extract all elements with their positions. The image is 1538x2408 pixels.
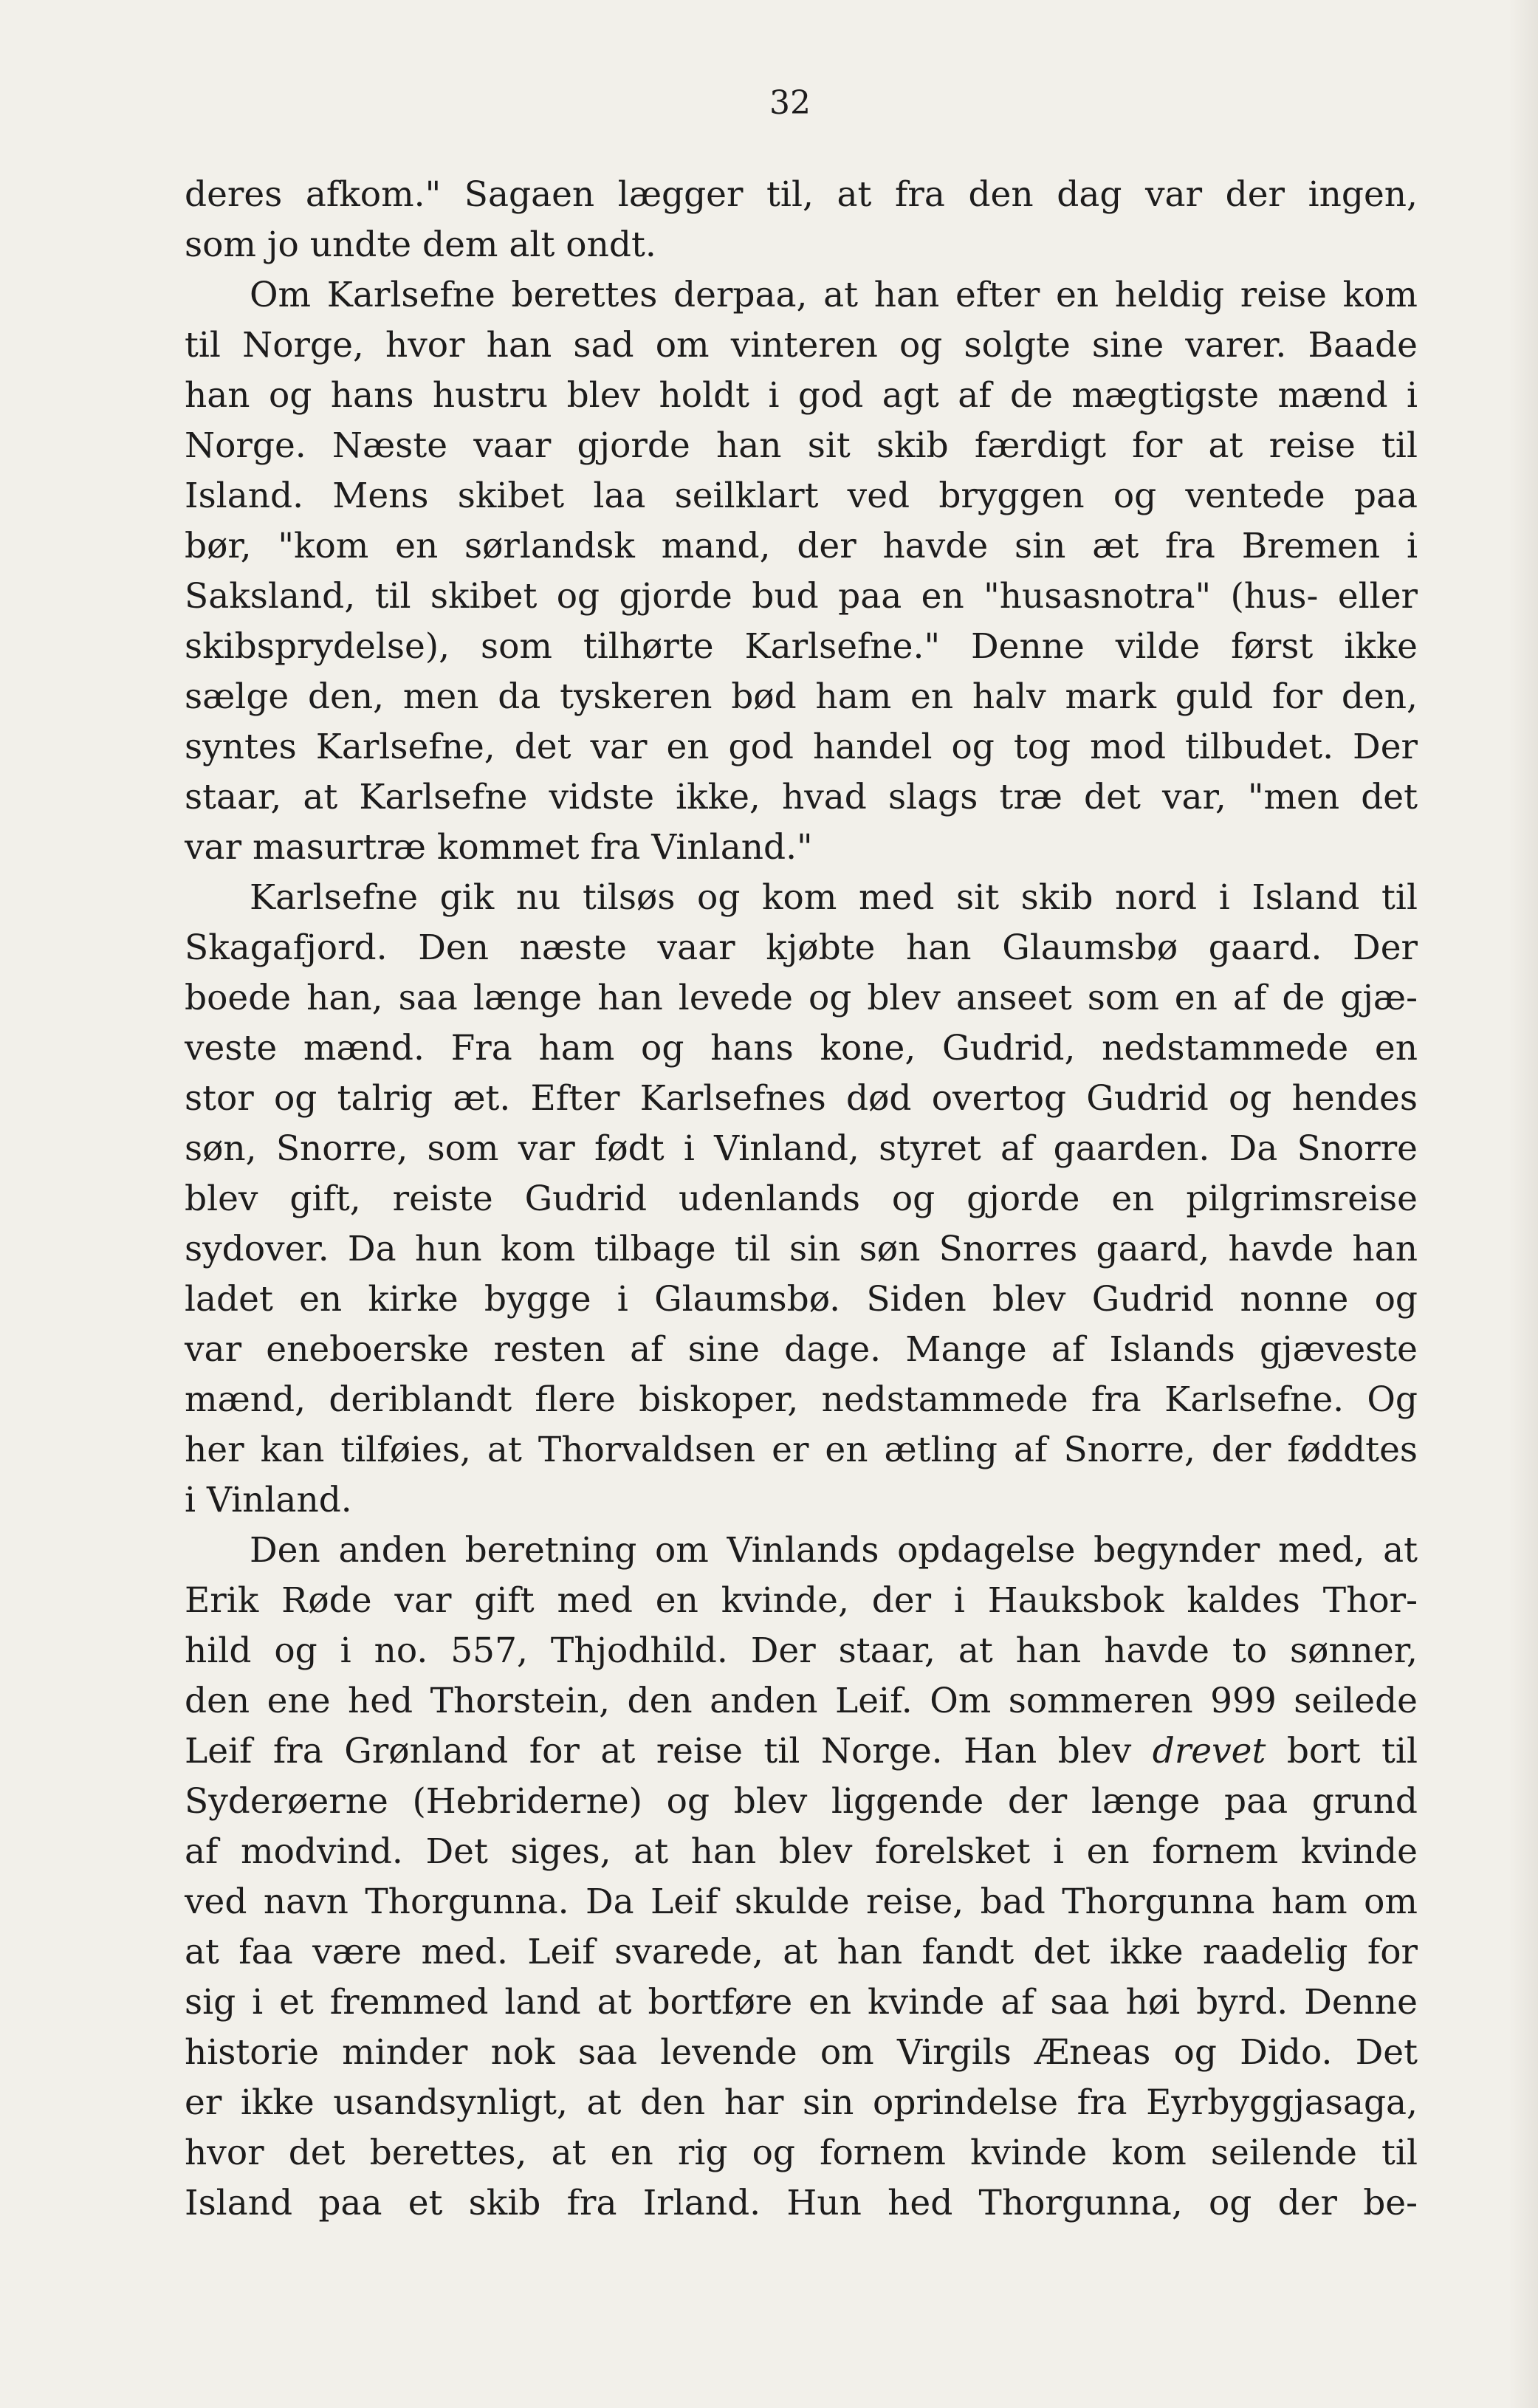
text-line: var masurtræ kommet fra Vinland." <box>185 827 813 868</box>
italic-word: drevet <box>1152 1731 1266 1771</box>
text-line: hild og i no. 557, Thjodhild. Der staar, at han havde to sønner, <box>185 1630 1418 1671</box>
text-line: her kan tilføies, at Thorvaldsen er en ætling af Snorre, der føddtes <box>185 1430 1418 1470</box>
text-line: boede han, saa længe han levede og blev anseet som en af de gjæ- <box>185 978 1418 1018</box>
text-line: bør, "kom en sørlandsk mand, der havde sin æt fra Bremen i <box>185 526 1418 566</box>
text-segment: bort til <box>1286 1731 1418 1771</box>
text-line: Skagafjord. Den næste vaar kjøbte han Glaumsbø gaard. Der <box>185 927 1418 968</box>
text-line: til Norge, hvor han sad om vinteren og solgte sine varer. Baade <box>185 325 1418 366</box>
text-line: Erik Røde var gift med en kvinde, der i Hauksbok kaldes Thor- <box>185 1580 1418 1621</box>
text-line: Island paa et skib fra Irland. Hun hed Thorgunna, og der be- <box>185 2183 1418 2223</box>
text-line: søn, Snorre, som var født i Vinland, styret af gaarden. Da Snorre <box>185 1128 1418 1169</box>
text-line-with-italic <box>185 1726 1418 1777</box>
text-line: den ene hed Thorstein, den anden Leif. Om sommeren 999 seilede <box>185 1681 1418 1721</box>
text-line: historie minder nok saa levende om Virgils Æneas og Dido. Det <box>185 2032 1418 2073</box>
page-number: 32 <box>769 84 811 122</box>
text-line: sydover. Da hun kom tilbage til sin søn Snorres gaard, havde han <box>185 1229 1418 1269</box>
text-line: Island. Mens skibet laa seilklart ved bryggen og ventede paa <box>185 476 1418 516</box>
text-line: ved navn Thorgunna. Da Leif skulde reise, bad Thorgunna ham om <box>185 1882 1418 1922</box>
text-line: staar, at Karlsefne vidste ikke, hvad slags træ det var, "men det <box>185 777 1418 817</box>
text-line: Syderøerne (Hebriderne) og blev liggende der længe paa grund <box>185 1781 1418 1822</box>
text-line: mænd, deriblandt flere biskoper, nedstammede fra Karlsefne. Og <box>185 1379 1418 1420</box>
text-line: var eneboerske resten af sine dage. Mange af Islands gjæveste <box>185 1329 1418 1370</box>
text-segment: Leif fra Grønland for at reise til Norge. Han blev <box>185 1731 1132 1771</box>
text-line: sig i et fremmed land at bortføre en kvinde af saa høi byrd. Denne <box>185 1982 1418 2023</box>
text-line: blev gift, reiste Gudrid udenlands og gjorde en pilgrimsreise <box>185 1179 1418 1219</box>
body-text <box>185 170 1418 2229</box>
text-line: som jo undte dem alt ondt. <box>185 224 656 265</box>
text-line: han og hans hustru blev holdt i god agt af de mægtigste mænd i <box>185 375 1418 416</box>
text-line: Om Karlsefne berettes derpaa, at han efter en heldig reise kom <box>250 275 1418 315</box>
text-line: skibsprydelse), som tilhørte Karlsefne." Denne vilde først ikke <box>185 626 1418 667</box>
text-line: Karlsefne gik nu tilsøs og kom med sit skib nord i Island til <box>250 877 1418 918</box>
text-line: veste mænd. Fra ham og hans kone, Gudrid, nedstammede en <box>185 1028 1418 1068</box>
text-line: deres afkom." Sagaen lægger til, at fra den dag var der ingen, <box>185 174 1418 215</box>
text-line: at faa være med. Leif svarede, at han fandt det ikke raadelig for <box>185 1932 1418 1972</box>
page-edge-shadow <box>1508 0 1538 2408</box>
text-line: sælge den, men da tyskeren bød ham en halv mark guld for den, <box>185 676 1418 717</box>
text-line: Saksland, til skibet og gjorde bud paa en "husasnotra" (hus- eller <box>185 576 1418 617</box>
text-line: syntes Karlsefne, det var en god handel og tog mod tilbudet. Der <box>185 727 1418 767</box>
text-line: er ikke usandsynligt, at den har sin oprindelse fra Eyrbyggjasaga, <box>185 2082 1418 2123</box>
text-line: stor og talrig æt. Efter Karlsefnes død overtog Gudrid og hendes <box>185 1078 1418 1119</box>
text-line: hvor det berettes, at en rig og fornem kvinde kom seilende til <box>185 2133 1418 2173</box>
text-line: Den anden beretning om Vinlands opdagelse begynder med, at <box>250 1530 1418 1571</box>
text-line: ladet en kirke bygge i Glaumsbø. Siden blev Gudrid nonne og <box>185 1279 1418 1320</box>
text-line: i Vinland. <box>185 1480 352 1520</box>
text-line: af modvind. Det siges, at han blev forelsket i en fornem kvinde <box>185 1831 1418 1872</box>
text-line: Norge. Næste vaar gjorde han sit skib færdigt for at reise til <box>185 425 1418 466</box>
